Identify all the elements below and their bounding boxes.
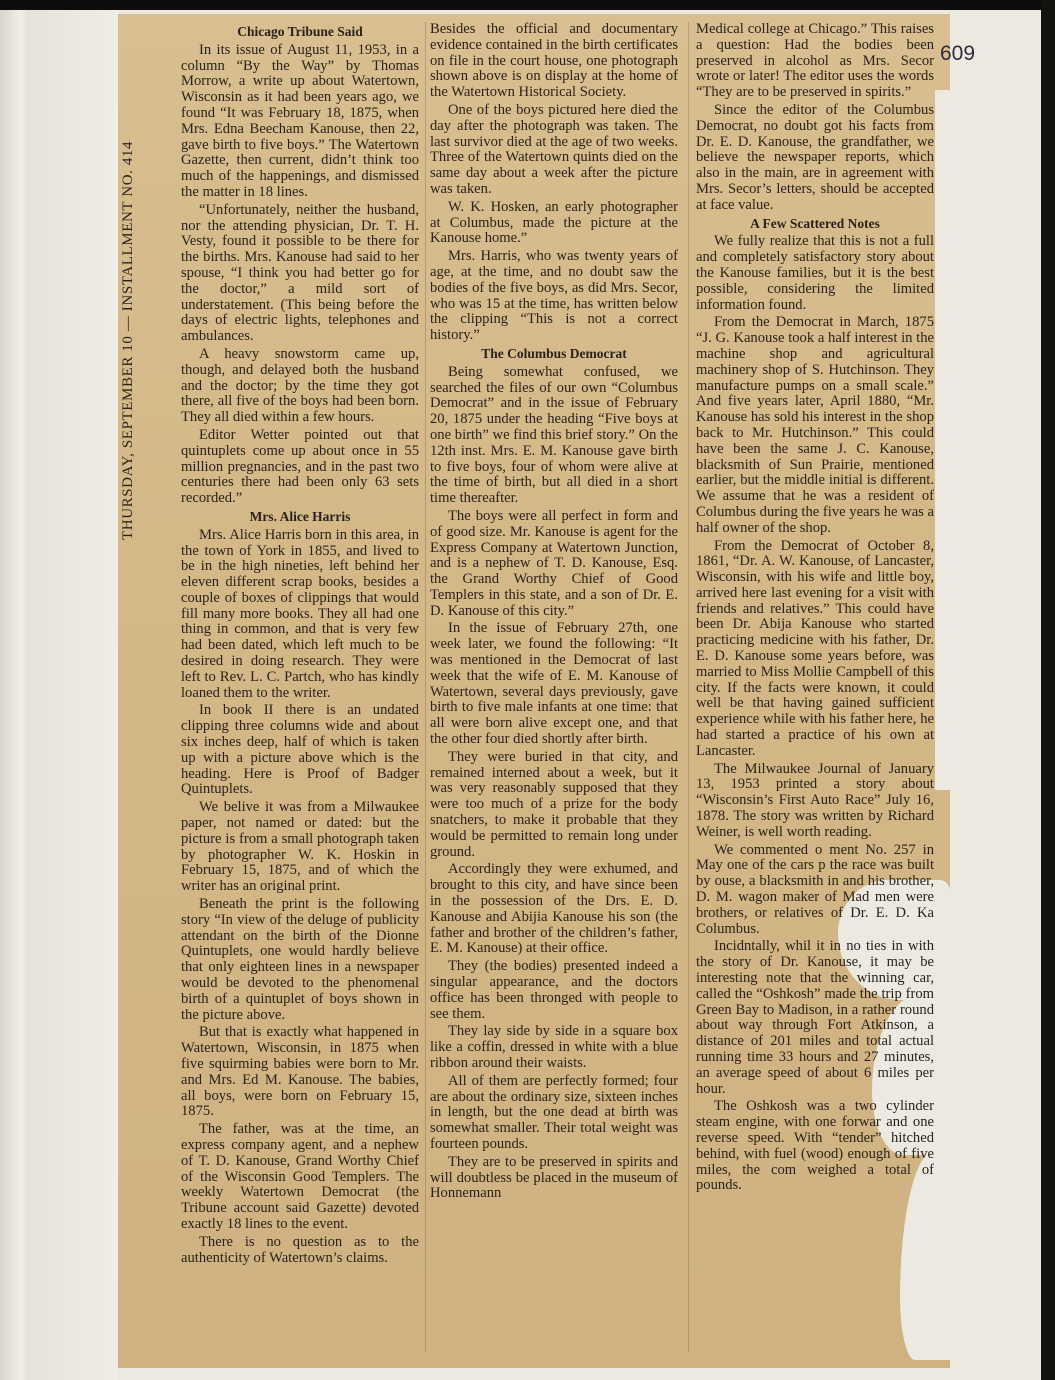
article-paragraph: Besides the official and documentary evidence contained in the birth certificates on file in the court house, one photograph shown above is on display at the home of the Watertown Historical Society. [430, 21, 678, 101]
article-paragraph: “Unfortunately, neither the husband, nor the attending physician, Dr. T. H. Vesty, found it possible to be there for the births. Mrs. Kanouse had said to her spouse, “I think you had better go for the doctor,” a mild sort of understatement. (This being before the days of electric lights, telephones and ambulances. [181, 201, 419, 345]
article-paragraph: We fully realize that this is not a full and completely satisfactory story about the Kanouse families, but it is the best possible, considering the limited information found. [696, 233, 934, 313]
article-column-3 [696, 22, 934, 1196]
scan-right-edge [1041, 0, 1055, 1380]
section-heading: The Columbus Democrat [481, 345, 627, 361]
article-paragraph: All of them are perfectly formed; four are about the ordinary size, sixteen inches in length, but the one dead at birth was somewhat smaller. Their total weight was fourteen pounds. [430, 1072, 678, 1152]
article-paragraph: Since the editor of the Columbus Democrat, no doubt got his facts from Dr. E. D. Kanouse, the grandfather, we believe the newspaper reports, which also in the main, are in agreement with Mrs. Secor’s letters, should be accepted at face value. [696, 101, 934, 213]
article-paragraph: In the issue of February 27th, one week later, we found the following: “It was mentioned in the Democrat of last week that the wife of E. M. Kanouse of Watertown, several days previously, gave birth to five male infants at one time: that all were born alive except one, and that the other four died shortly after birth. [430, 620, 678, 748]
article-paragraph: The Oshkosh was a two cylinder steam engine, with one forwar and one reverse speed. With “tender” hitched behind, with fuel (wood) enough of five miles, the com weighed a total of pounds. [696, 1098, 934, 1194]
article-paragraph: They lay side by side in a square box like a coffin, dressed in white with a blue ribbon around their waists. [430, 1023, 678, 1071]
article-paragraph: W. K. Hosken, an early photographer at Columbus, made the picture at the Kanouse home.” [430, 198, 678, 247]
article-paragraph: Editor Wetter pointed out that quintuplets come up about once in 55 million pregnancies, and in the past two centuries there had been only 63 sets recorded.” [181, 426, 419, 507]
torn-area [935, 90, 950, 790]
article-paragraph: Accordingly they were exhumed, and brought to this city, and have since been in the possession of the Drs. E. D. Kanouse and Abijia Kanouse his son (the father and brother of the children’s father, E. M. Kanouse) at their office. [430, 861, 678, 957]
article-paragraph: From the Democrat of October 8, 1861, “Dr. A. W. Kanouse, of Lancaster, Wisconsin, with his wife and little boy, arrived here last evening for a visit with friends and relatives.” This could have been Dr. Abija Kanouse who started practicing medicine with his father, Dr. E. D. Kanouse some years before, was married to Miss Mollie Campbell of this city. If the facts were known, it could well be that having gained sufficient experience while with his father here, he had started a practice of his own at Lancaster. [696, 537, 934, 759]
section-heading: Mrs. Alice Harris [249, 508, 351, 524]
article-paragraph: They were buried in that city, and remained interned about a week, but it was very reasonably supposed that they were too much of a prize for the body snatchers, to make it probable that they would be permitted to remain long under ground. [430, 748, 678, 860]
article-paragraph: Beneath the print is the following story “In view of the deluge of publicity attendant on the birth of the Dionne Quintuplets, one would hardly believe that only eighteen lines in a newspaper would be devoted to the phenomenal birth of a quintuplet of boys shown in the picture above. [181, 896, 419, 1023]
installment-stamp [114, 60, 148, 560]
article-paragraph: Incidntally, whil it in no ties in with the story of Dr. Kanouse, it may be interesting note that the winning car, called the “Oshkosh” made the trip from Green Bay to Madison, in a rather round about way through Fort Atkinson, a distance of 201 miles and total actual running time 33 hours and 27 minutes, an average speed of about 6 miles per hour. [696, 938, 934, 1097]
handwritten-page-number: 609 [940, 42, 976, 65]
previous-page-edge [0, 10, 31, 1380]
article-column-2 [430, 22, 678, 1204]
article-paragraph: The boys were all perfect in form and of good size. Mr. Kanouse is agent for the Express Company at Watertown Junction, and is a nephew of T. D. Kanouse, Esq. the Grand Worthy Chief of Good Templers in this state, and a son of Dr. E. D. Kanouse of this city.” [430, 507, 678, 619]
article-paragraph: We belive it was from a Milwaukee paper, not named or dated: but the picture is from a small photograph taken by photographer W. K. Hoskin in February 15, 1875, and of which the writer has an original print. [181, 799, 419, 895]
article-paragraph: There is no question as to the authenticity of Watertown’s claims. [181, 1233, 419, 1266]
article-paragraph: Mrs. Alice Harris born in this area, in the town of York in 1855, and lived to be in the high nineties, left behind her eleven different scrap books, besides a couple of boxes of clippings that would fill many more books. They all had one thing in common, and that is very few had been dated, which left much to be desired in doing research. They were left to Rev. L. C. Partch, who has kindly loaned them to the writer. [181, 526, 419, 701]
article-paragraph: The Milwaukee Journal of January 13, 1953 printed a story about “Wisconsin’s First Auto Race” July 16, 1878. The story was written by Richard Weiner, is well worth reading. [696, 760, 934, 840]
section-heading: A Few Scattered Notes [750, 215, 880, 231]
article-paragraph: The father, was at the time, an express company agent, and a nephew of T. D. Kanouse, Grand Worthy Chief of the Wisconsin Good Templers. The weekly Watertown Democrat (the Tribune account said Gazette) devoted exactly 18 lines to the event. [181, 1121, 419, 1232]
article-paragraph: We commented o ment No. 257 in May one of the cars p the race was built by ouse, a blacksmith in and his brother, D. M. wagon maker of Mad men were brothers, or relatives of Dr. E. D. Ka Columbus. [696, 841, 934, 937]
binding-margin [30, 10, 118, 1380]
article-paragraph: From the Democrat in March, 1875 “J. G. Kanouse took a half interest in the machine shop and agricultural machinery shop of S. Hutchinson. They manufacture pumps on a small scale.” And five years later, April 1880, “Mr. Kanouse has sold his interest in the shop back to Mr. Hutchinson.” This could have been the same J. C. Kanouse, blacksmith of Sun Prairie, mentioned earlier, but the middle initial is different. We assume that he was a resident of Columbus during the five years he was a half owner of the shop. [696, 314, 934, 536]
article-paragraph: Being somewhat confused, we searched the files of our own “Columbus Democrat” and in the issue of February 20, 1875 under the heading “Five boys at one birth” we find this brief story.” On the 12th inst. Mrs. E. M. Kanouse gave birth to five boys, four of whom were alive at the time of birth, but all died in a short time thereafter. [430, 363, 678, 507]
column-rule [425, 22, 426, 1352]
article-paragraph: A heavy snowstorm came up, though, and delayed both the husband and the doctor; by the time they got there, all five of the boys had been born. They all died within a few hours. [181, 345, 419, 426]
article-paragraph: One of the boys pictured here died the day after the photograph was taken. The last survivor died at the age of two weeks. Three of the Watertown quints died on the same day about a week after the picture was taken. [430, 101, 678, 197]
article-paragraph: Mrs. Harris, who was twenty years of age, at the time, and no doubt saw the bodies of the five boys, as did Mrs. Secor, who was 15 at the time, has written below the clipping “This is not a correct history.” [430, 248, 678, 344]
article-paragraph: In its issue of August 11, 1953, in a column “By the Way” by Thomas Morrow, a write up about Watertown, Wisconsin as it had been years ago, we found “It was February 18, 1875, when Mrs. Edna Beecham Kanouse, then 22, gave birth to five boys.” The Watertown Gazette, then current, didn’t think too much of the happenings, and dismissed the matter in 18 lines. [181, 41, 419, 200]
section-heading: Chicago Tribune Said [237, 24, 363, 39]
article-column-1 [181, 22, 419, 1268]
article-paragraph: In book II there is an undated clipping three columns wide and about six inches deep, half of which is taken up with a picture above which is the heading. Here is Proof of Badger Quintuplets. [181, 702, 419, 798]
article-paragraph: But that is exactly what happened in Watertown, Wisconsin, in 1875 when five squirming babies were born to Mr. and Mrs. Ed M. Kanouse. The babies, all boys, were born on February 15, 1875. [181, 1024, 419, 1120]
article-paragraph: They (the bodies) presented indeed a singular appearance, and the doctors office has been thronged with people to see them. [430, 958, 678, 1022]
article-paragraph: They are to be preserved in spirits and will doubtless be placed in the museum of Honnemann [430, 1153, 678, 1202]
column-rule [688, 22, 689, 1352]
installment-stamp-text: THURSDAY, SEPTEMBER 10 — INSTALLMENT NO. 414 [120, 140, 136, 540]
article-paragraph: Medical college at Chicago.” This raises a question: Had the bodies been preserved in alcohol as Mrs. Secor wrote or later! The editor uses the words “They are to be preserved in spirits.” [696, 21, 934, 101]
